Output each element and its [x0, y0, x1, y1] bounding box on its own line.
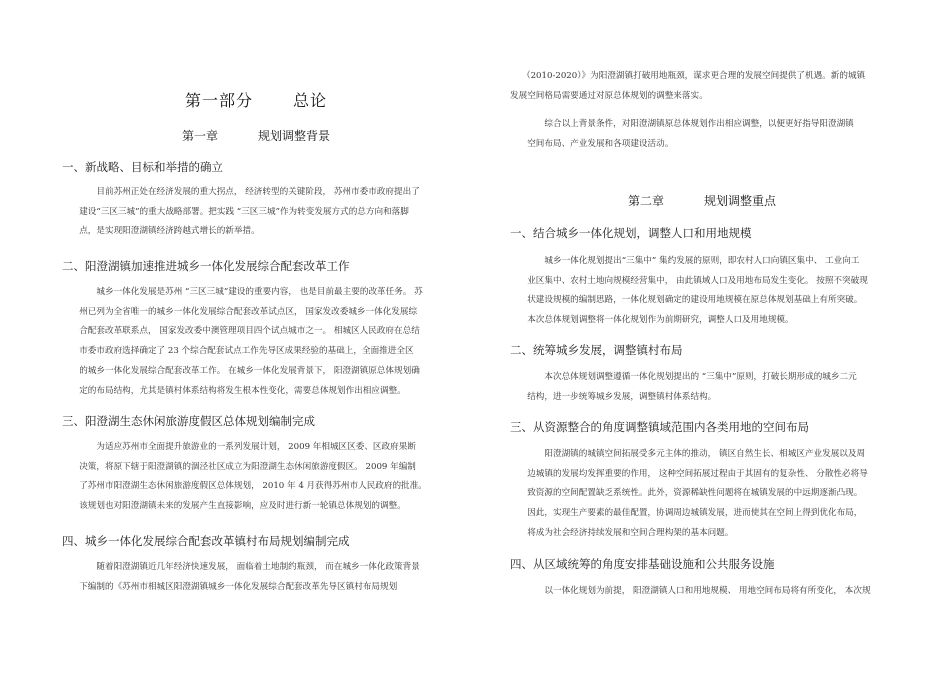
summary-line: 空间布局、产业发展和各项建设活动。 [527, 138, 674, 149]
focus-4-paragraph [510, 582, 890, 602]
section-2-line: 的城乡一体化发展综合配套改革工作。 在城乡一体化发展背景下， 阳澄湖镇原总体规划确 [79, 365, 420, 376]
focus-1-line: 城乡一体化规划提出“三集中” 集约发展的原则，即农村人口向镇区集中、 工业向工 [544, 256, 860, 266]
focus-3-line: 致资源的空间配置缺乏系统性。此外，资源稀缺性问题将在城镇发展的中远期逐渐凸现。 [527, 488, 863, 499]
focus-3-line: 边城镇的发展均发挥重要的作用， 这种空间拓展过程由于其固有的复杂性、 分散性必将导 [527, 468, 868, 479]
section-2-line: 州已列为全省唯一的城乡一体化发展综合配套改革试点区， 国家发改委城乡一体化发展综 [79, 306, 418, 317]
part-title [185, 88, 327, 111]
section-3-line: 了苏州市阳澄湖生态休闲旅游度假区总体规划， 2010 年 4 月获得苏州市人民政府的批准。 [79, 481, 427, 492]
section-1-line: 建设“三区三城”的重大战略部署。把实践 “三区三城”作为转变发展方式的总方向和落脚 [79, 206, 409, 217]
section-1-paragraph [62, 183, 446, 242]
section-2-line: 定的布局结构，尤其是镇村体系结构将发生根本性变化，需要总体规划作出相应调整。 [79, 385, 406, 396]
focus-1-line: 状建设规模的编制思路，一体化规划确定的建设用地规模在原总体规划基础上有所突破。 [527, 295, 863, 306]
focus-1-heading: 一、结合城乡一体化规划，调整人口和用地规模 [510, 226, 752, 240]
section-2-line: 市委市政府选择确定了 23 个综合配套试点工作先导区成果经验的基础上，全面推进全区 [79, 346, 414, 357]
focus-4-line: 以一体化规划为前提， 阳澄湖镇人口和用地规模、 用地空间布局将有所变化， 本次规 [544, 586, 871, 596]
focus-4-heading: 四、从区域统筹的角度安排基础设施和公共服务设施 [510, 557, 775, 571]
section-3-paragraph [62, 438, 446, 517]
summary-paragraph [510, 115, 890, 154]
focus-1-line: 本次总体规划调整将一体化规划作为前期研究，调整人口及用地规模。 [527, 315, 794, 326]
part-title-name: 总论 [293, 91, 328, 110]
section-4-line: 随着阳澄湖镇近几年经济快速发展， 面临着土地制约瓶颈， 而在城乡一体化政策背景 [96, 562, 420, 572]
focus-3-heading: 三、从资源整合的角度调整镇域范围内各类用地的空间布局 [510, 420, 809, 434]
focus-3-paragraph [510, 445, 890, 544]
section-4-paragraph [62, 558, 446, 597]
focus-3-line: 阳澄湖镇的城镇空间拓展受多元主体的推动， 镇区自然生长、相城区产业发展以及周 [544, 449, 866, 459]
focus-3-line: 将成为社会经济持续发展和空间合理构架的基本问题。 [527, 527, 734, 538]
focus-2-line: 本次总体规划调整遵循一体化规划提出的 “三集中”原则，打破长期形成的城乡二元 [544, 372, 857, 382]
section-3-line: 该规划也对阳澄湖镇未来的发展产生直接影响，应及时进行新一轮镇总体规划的调整。 [79, 501, 406, 512]
chapter-2-number: 第二章 [628, 194, 665, 208]
section-2-heading: 二、阳澄湖镇加速推进城乡一体化发展综合配套改革工作 [62, 259, 350, 273]
section-1-line: 目前苏州正处在经济发展的重大拐点， 经济转型的关键阶段， 苏州市委市政府提出了 [96, 187, 420, 197]
section-4-line: 下编制的《苏州市相城区阳澄湖镇城乡一体化发展综合配套改革先导区镇村布局规划 [79, 581, 398, 592]
chapter-2-title [628, 192, 776, 209]
focus-1-paragraph [510, 252, 890, 331]
section-2-line: 城乡一体化发展是苏州 “三区三城”建设的重要内容， 也是目前最主要的改革任务。 苏 [96, 287, 423, 297]
focus-1-line: 业区集中、农村土地向规模经营集中， 由此镇域人口及用地布局发生变化。 按照不突破现 [527, 275, 868, 286]
section-1-line: 点，是实现阳澄湖镇经济跨越式增长的新举措。 [79, 226, 260, 237]
section-3-line: 决策，将原下辖于阳澄湖镇的涸泾社区成立为阳澄湖生态休闲旅游度假区。 2009 年编制 [79, 461, 416, 472]
chapter-1-name: 规划调整背景 [258, 129, 331, 143]
part-title-number: 第一部分 [185, 91, 254, 110]
summary-line: 综合以上背景条件，对阳澄湖镇原总体规划作出相应调整，以便更好指导阳澄湖镇 [544, 119, 854, 129]
continued-line: （2010-2020）》为阳澄湖镇打破用地瓶颈，谋求更合理的发展空间提供了机遇。新的城镇 [522, 71, 866, 81]
section-3-heading: 三、阳澄湖生态休闲旅游度假区总体规划编制完成 [62, 414, 315, 428]
chapter-2-name: 规划调整重点 [704, 194, 777, 208]
focus-2-paragraph [510, 368, 890, 407]
chapter-1-title [182, 127, 330, 144]
focus-3-line: 因此，实现生产要素的最佳配置，协调周边城镇发展，进而使其在空间上得到优化布局， [527, 508, 863, 519]
section-3-line: 为适应苏州市全面提升旅游业的一系列发展计划， 2009 年相城区区委、区政府果断 [96, 442, 416, 452]
continued-line: 发展空间格局需要通过对原总体规划的调整来落实。 [510, 90, 708, 101]
section-4-heading: 四、城乡一体化发展综合配套改革镇村布局规划编制完成 [62, 534, 350, 548]
chapter-1-number: 第一章 [182, 129, 219, 143]
focus-2-line: 结构，进一步统筹城乡发展，调整镇村体系结构。 [527, 391, 717, 402]
section-2-paragraph [62, 283, 446, 401]
section-1-heading: 一、新战略、目标和举措的确立 [62, 160, 223, 174]
continued-paragraph [510, 67, 890, 106]
section-2-line: 合配套改革联系点， 国家发改委中澳管理项目四个试点城市之一。 相城区人民政府在总结 [79, 326, 420, 337]
focus-2-heading: 二、统筹城乡发展，调整镇村布局 [510, 343, 683, 357]
